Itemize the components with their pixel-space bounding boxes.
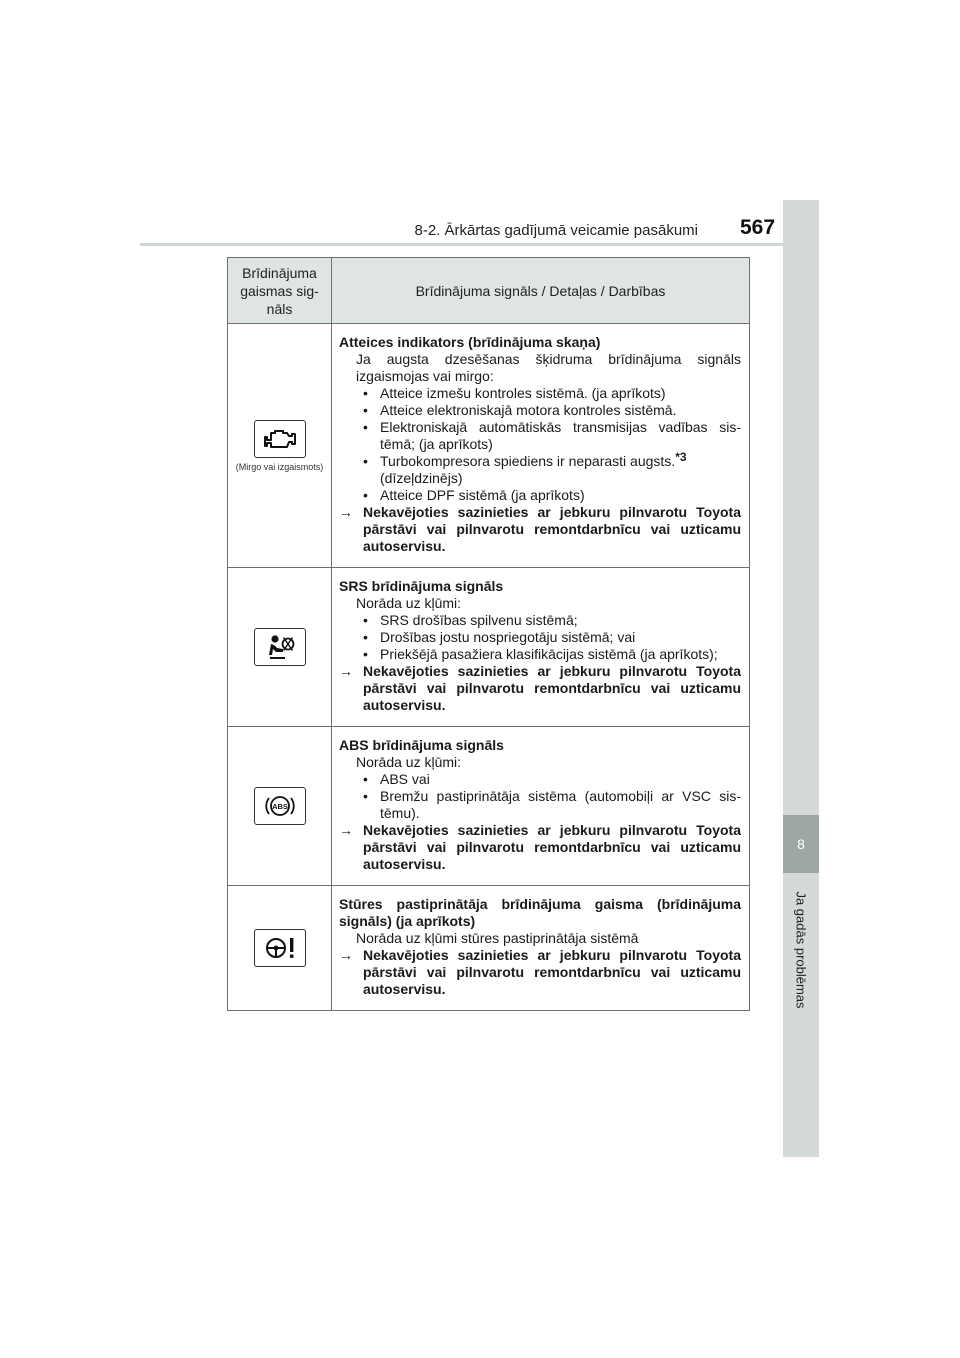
icon-cell [228, 324, 332, 568]
row-title: SRS brīdinājuma signāls [339, 578, 504, 594]
abs-warning-icon [254, 787, 306, 825]
srs-airbag-icon [254, 628, 306, 666]
power-steering-warning-icon [254, 929, 306, 967]
row-title: Stūres pastiprinātāja brīdinājuma gaisma (brīdinājuma signāls) (ja aprīkots) [339, 896, 741, 929]
list-item: • Atteice DPF sistēmā (ja aprīkots) [356, 487, 741, 504]
row-title: Atteices indikators (brīdinājuma skaņa) [339, 334, 601, 350]
action-text: → Nekavējoties sazinieties ar jebkuru pilnvarotu Toyota pārstāvi vai pilnvarotu remontdarbnīcu vai uzticamu autoservisu. [339, 947, 741, 998]
table-row [228, 886, 750, 1011]
icon-note: (Mirgo vai izgaismots) [235, 461, 324, 472]
action-text: → Nekavējoties sazinieties ar jebkuru pilnvarotu Toyota pārstāvi vai pilnvarotu remontdarbnīcu vai uzticamu autoservisu. [339, 822, 741, 873]
details-cell [332, 324, 750, 568]
details-cell [332, 568, 750, 727]
list-item: • ABS vai [356, 771, 741, 788]
list-item: • Priekšējā pasažiera klasifikācijas sistēmā (ja aprīkots); [356, 646, 741, 663]
action-text: → Nekavējoties sazinieties ar jebkuru pilnvarotu Toyota pārstāvi vai pilnvarotu remontdarbnīcu vai uzticamu autoservisu. [339, 504, 741, 555]
list-item-text: Turbokompresora spiediens ir neparasti augsts. [380, 453, 676, 469]
column-header-light: Brīdinājuma gaismas sig-nāls [228, 258, 332, 324]
list-item [356, 450, 741, 487]
header-divider [140, 243, 784, 246]
warning-lights-table [227, 257, 750, 1011]
check-engine-icon [254, 420, 306, 458]
list-item: • SRS drošības spilvenu sistēmā; [356, 612, 741, 629]
table-row [228, 568, 750, 727]
list-item: • Elektroniskajā automātiskās transmisijas vadības sis-tēmā; (ja aprīkots) [356, 419, 741, 453]
row-description: Norāda uz kļūmi stūres pastiprinātāja sistēmā [356, 930, 639, 946]
abs-icon-text: ABS [271, 802, 288, 811]
icon-cell [228, 568, 332, 727]
header-section-title: 8-2. Ārkārtas gadījumā veicamie pasākumi [414, 222, 698, 239]
list-item-continuation: (dīzeļdzinējs) [380, 470, 463, 486]
action-text: → Nekavējoties sazinieties ar jebkuru pilnvarotu Toyota pārstāvi vai pilnvarotu remontdarbnīcu vai uzticamu autoservisu. [339, 663, 741, 714]
side-chapter-number: 8 [783, 815, 819, 873]
side-tab-strip [783, 200, 819, 1157]
side-chapter-title: Ja gadās problēmas [793, 891, 809, 1009]
list-item: • Bremžu pastiprinātāja sistēma (automobiļi ar VSC sis-tēmu). [356, 788, 741, 822]
list-item: • Atteice izmešu kontroles sistēmā. (ja aprīkots) [356, 385, 741, 402]
row-description: Norāda uz kļūmi: [356, 595, 462, 611]
table-header-row [228, 258, 750, 324]
row-description: Norāda uz kļūmi: [356, 754, 462, 770]
icon-cell [228, 886, 332, 1011]
details-cell [332, 886, 750, 1011]
page-number: 567 [740, 216, 776, 239]
row-title: ABS brīdinājuma signāls [339, 737, 504, 753]
list-item: • Atteice elektroniskajā motora kontroles sistēmā. [356, 402, 741, 419]
details-cell [332, 727, 750, 886]
column-header-details: Brīdinājuma signāls / Detaļas / Darbības [332, 258, 750, 324]
table-row [228, 324, 750, 568]
footnote-mark: *3 [675, 450, 687, 464]
icon-cell [228, 727, 332, 886]
table-row [228, 727, 750, 886]
list-item: • Drošības jostu nospriegotāju sistēmā; vai [356, 629, 741, 646]
row-description: Ja augsta dzesēšanas šķidruma brīdinājuma signāls izgaismojas vai mirgo: [356, 351, 741, 384]
